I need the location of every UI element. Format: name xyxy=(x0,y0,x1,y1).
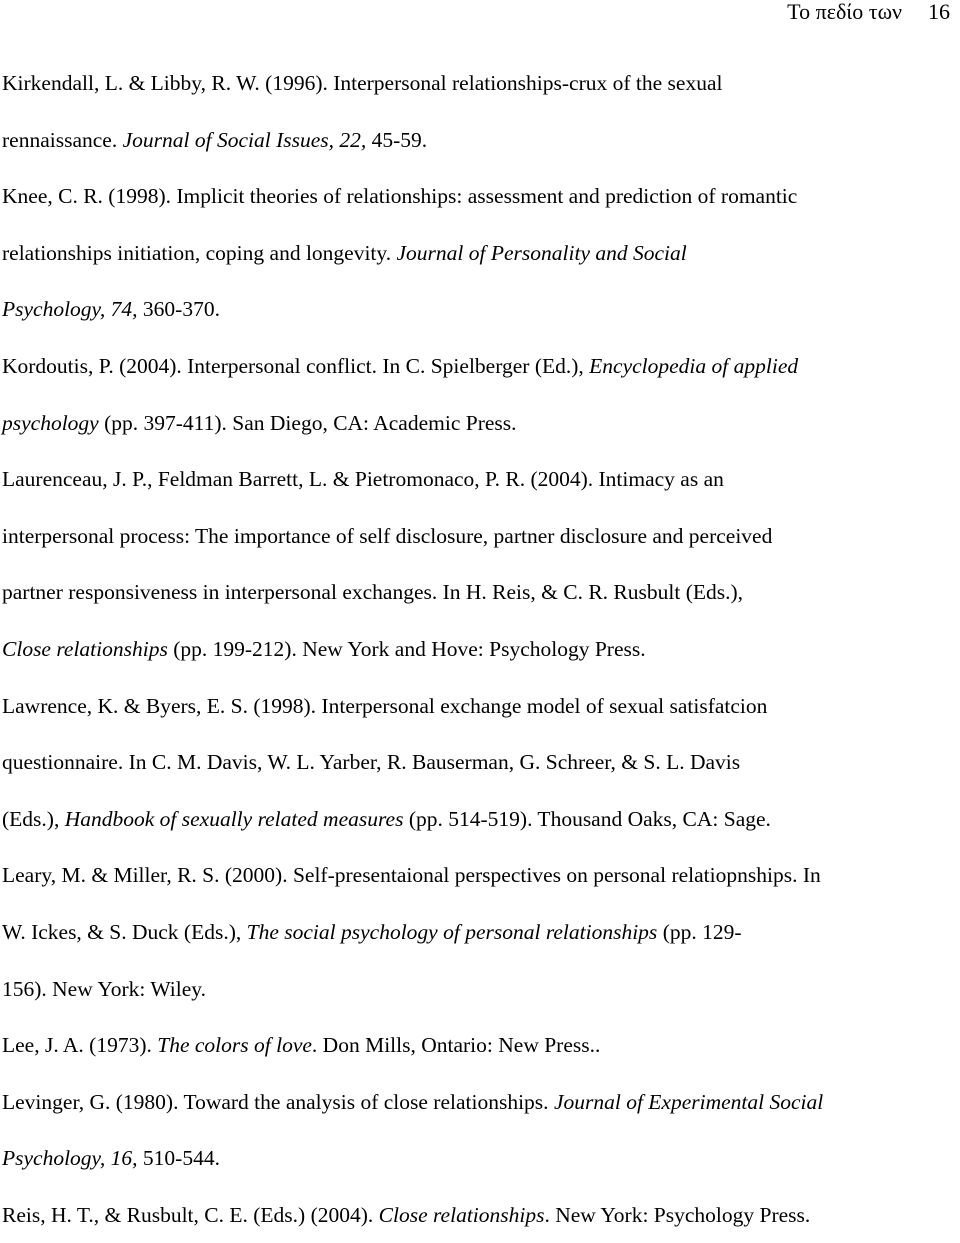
reference-line xyxy=(2,451,960,508)
reference-line xyxy=(2,1187,960,1243)
reference-line xyxy=(2,1130,960,1187)
reference-line xyxy=(2,168,960,225)
reference-text: 45-59. xyxy=(366,127,428,152)
reference-entry xyxy=(0,1074,960,1187)
reference-entry xyxy=(0,338,960,451)
reference-line xyxy=(2,961,960,1018)
running-title: Το πεδίο των xyxy=(787,0,902,24)
reference-line xyxy=(2,904,960,961)
reference-line xyxy=(2,847,960,904)
reference-text: partner responsiveness in interpersonal exchanges. In H. Reis, & C. R. Rusbult (Eds.), xyxy=(2,580,744,605)
italic-title-text: Close relationships xyxy=(2,636,168,661)
reference-text: Leary, M. & Miller, R. S. (2000). Self-presentaional perspectives on personal relatiopnships. In xyxy=(2,863,821,888)
italic-title-text: Journal of Social Issues, 22, xyxy=(122,127,367,152)
italic-title-text: Journal of Experimental Social xyxy=(553,1089,824,1114)
italic-title-text: psychology xyxy=(2,410,99,435)
reference-text: (pp. 129- xyxy=(657,919,742,944)
running-head xyxy=(787,0,950,28)
reference-text: Reis, H. T., & Rusbult, C. E. (Eds.) (2004). xyxy=(2,1202,379,1227)
reference-line xyxy=(2,395,960,452)
italic-title-text: Journal of Personality and Social xyxy=(396,240,687,265)
reference-line xyxy=(2,791,960,848)
reference-text: Laurenceau, J. P., Feldman Barrett, L. & Pietromonaco, P. R. (2004). Intimacy as an xyxy=(2,467,724,492)
reference-entry xyxy=(0,1017,960,1074)
reference-line xyxy=(2,734,960,791)
italic-title-text: Psychology, 16, xyxy=(2,1146,138,1171)
reference-line xyxy=(2,338,960,395)
reference-text: questionnaire. In C. M. Davis, W. L. Yarber, R. Bauserman, G. Schreer, & S. L. Davis xyxy=(2,750,741,775)
reference-text: rennaissance. xyxy=(2,127,123,152)
reference-text: (pp. 199-212). New York and Hove: Psychology Press. xyxy=(167,636,646,661)
reference-entry xyxy=(0,55,960,168)
reference-entry xyxy=(0,847,960,1017)
reference-line xyxy=(2,678,960,735)
reference-text: Lee, J. A. (1973). xyxy=(2,1033,158,1058)
reference-entry xyxy=(0,168,960,338)
reference-line xyxy=(2,1074,960,1131)
reference-line xyxy=(2,281,960,338)
reference-text: Lawrence, K. & Byers, E. S. (1998). Interpersonal exchange model of sexual satisfatcion xyxy=(2,693,768,718)
italic-title-text: The social psychology of personal relationships xyxy=(246,919,658,944)
italic-title-text: Handbook of sexually related measures xyxy=(64,806,404,831)
reference-text: (pp. 397-411). San Diego, CA: Academic Press. xyxy=(98,410,517,435)
italic-title-text: The colors of love xyxy=(157,1033,312,1058)
reference-text: (Eds.), xyxy=(2,806,65,831)
italic-title-text: Close relationships xyxy=(378,1202,545,1227)
reference-text: Kirkendall, L. & Libby, R. W. (1996). Interpersonal relationships-crux of the sexual xyxy=(2,71,723,95)
reference-text: . New York: Psychology Press. xyxy=(544,1202,811,1227)
page-number: 16 xyxy=(928,0,950,24)
reference-line xyxy=(2,1017,960,1074)
reference-text: W. Ickes, & S. Duck (Eds.), xyxy=(2,919,247,944)
reference-text: Levinger, G. (1980). Toward the analysis of close relationships. xyxy=(2,1089,554,1114)
reference-line xyxy=(2,621,960,678)
reference-text: 510-544. xyxy=(137,1146,220,1171)
reference-text: 156). New York: Wiley. xyxy=(2,976,206,1001)
reference-text: (pp. 514-519). Thousand Oaks, CA: Sage. xyxy=(403,806,771,831)
reference-text: Knee, C. R. (1998). Implicit theories of relationships: assessment and prediction of romantic xyxy=(2,184,798,209)
reference-text: relationships initiation, coping and longevity. xyxy=(2,240,397,265)
italic-title-text: Encyclopedia of applied xyxy=(589,353,799,378)
italic-title-text: Psychology, 74, xyxy=(2,297,138,322)
reference-line xyxy=(2,225,960,282)
reference-entry xyxy=(0,451,960,677)
reference-text: . Don Mills, Ontario: New Press.. xyxy=(311,1033,601,1058)
reference-line xyxy=(2,564,960,621)
reference-entry xyxy=(0,1187,960,1243)
reference-text: Kordoutis, P. (2004). Interpersonal conflict. In C. Spielberger (Ed.), xyxy=(2,353,590,378)
reference-line xyxy=(2,112,960,169)
reference-line xyxy=(2,508,960,565)
reference-line xyxy=(2,55,960,112)
reference-list xyxy=(0,55,960,1243)
reference-text: interpersonal process: The importance of self disclosure, partner disclosure and perceived xyxy=(2,523,773,548)
reference-entry xyxy=(0,678,960,848)
reference-text: 360-370. xyxy=(137,297,220,322)
